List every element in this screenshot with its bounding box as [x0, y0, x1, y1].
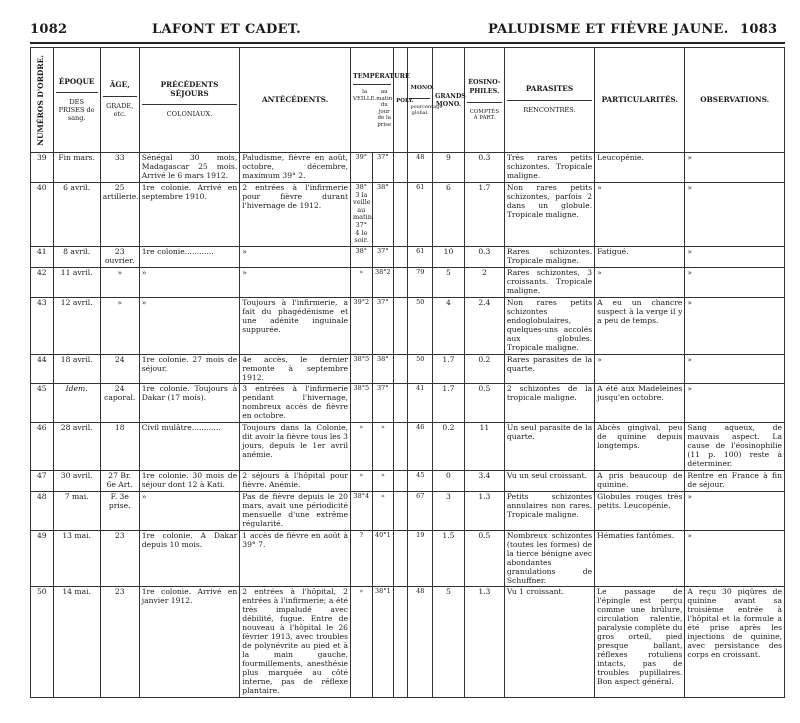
cell-t2: 38° [372, 354, 394, 384]
cell-mono: 19 [408, 530, 433, 587]
cell-obs: Sang aqueux, de mauvais aspect. La cause de l'éosinophilie (11 p. 100) reste à déterminer. [685, 423, 785, 471]
cell-num: 47 [31, 471, 54, 492]
table-row [31, 153, 785, 183]
table-row [31, 354, 785, 384]
table-row [31, 491, 785, 530]
cell-partic: Hématies fantômes. [595, 530, 685, 587]
cell-poly [394, 354, 408, 384]
cell-gm: 0.2 [433, 423, 465, 471]
cell-sejours: » [139, 297, 240, 354]
col-header-epoque: ÉPOQUE DES PRISES de sang. [53, 48, 100, 153]
table-row [31, 297, 785, 354]
cell-epoque: 18 avril. [53, 354, 100, 384]
col-header-antecedents: ANTÉCÉDENTS. [240, 48, 351, 153]
data-table [30, 47, 785, 698]
cell-t1: 38°5 [351, 384, 373, 423]
cell-t1: » [351, 423, 373, 471]
cell-eo: 1.3 [464, 587, 504, 697]
cell-eo: 3.4 [464, 471, 504, 492]
cell-obs: A reçu 30 piqûres de quinine avant sa troisième entrée à l'hôpital et la formule a été prise après les injections de quinine, avec persistance des corps en croissant. [685, 587, 785, 697]
cell-poly [394, 297, 408, 354]
cell-poly [394, 247, 408, 268]
cell-mono: 79 [408, 268, 433, 298]
cell-mono: 50 [408, 297, 433, 354]
running-title-left: LAFONT ET CADET. [152, 22, 301, 37]
cell-poly [394, 530, 408, 587]
cell-eo: 0.3 [464, 247, 504, 268]
cell-partic: A eu un chancre suspect à la verge il y a peu de temps. [595, 297, 685, 354]
cell-age: » [100, 297, 139, 354]
cell-obs: » [685, 153, 785, 183]
cell-gm: 1.7 [433, 384, 465, 423]
cell-partic: Leucopénie. [595, 153, 685, 183]
cell-antecedents: 4e accès, le dernier remonte à septembre 1912. [240, 354, 351, 384]
cell-t2: 37° [372, 247, 394, 268]
cell-partic: Globules rouges très petits. Leucopénie. [595, 491, 685, 530]
cell-parasites: 2 schizontes de la tropicale maligne. [504, 384, 594, 423]
cell-num: 41 [31, 247, 54, 268]
cell-t1: 39° [351, 153, 373, 183]
cell-epoque: 28 avril. [53, 423, 100, 471]
cell-age: 33 [100, 153, 139, 183]
cell-poly [394, 587, 408, 697]
cell-sejours: » [139, 268, 240, 298]
col-header-temperature: TEMPÉRATURE la VEILLE. au matin du jour de la prise [351, 48, 394, 153]
cell-eo: 1.3 [464, 491, 504, 530]
col-header-poly: POLY. [394, 48, 408, 153]
table-row [31, 530, 785, 587]
cell-age: 24 caporal. [100, 384, 139, 423]
cell-mono: 61 [408, 247, 433, 268]
cell-partic: A pris beaucoup de quinine. [595, 471, 685, 492]
cell-age: » [100, 268, 139, 298]
cell-t1: 38°5 [351, 354, 373, 384]
table-row [31, 384, 785, 423]
cell-antecedents: 1 accès de fièvre en août à 39° 7. [240, 530, 351, 587]
cell-eo: 2 [464, 268, 504, 298]
cell-eo: 0.5 [464, 530, 504, 587]
cell-poly [394, 268, 408, 298]
cell-mono: 61 [408, 182, 433, 246]
cell-t1: » [351, 268, 373, 298]
cell-antecedents: Toujours à l'infirmerie, a fait du phagédénisme et une adénite inguinale suppurée. [240, 297, 351, 354]
cell-obs: Rentre en France à fin de séjour. [685, 471, 785, 492]
cell-parasites: Vu un seul croissant. [504, 471, 594, 492]
cell-antecedents: 2 séjours à l'hôpital pour fièvre. Anémie. [240, 471, 351, 492]
cell-parasites: Très rares petits schizontes. Tropicale maligne. [504, 153, 594, 183]
cell-age: 27 Br. 6e Art. [100, 471, 139, 492]
cell-sejours: 1re colonie. 27 mois de séjour. [139, 354, 240, 384]
cell-eo: 0.5 [464, 384, 504, 423]
cell-epoque: 12 avril. [53, 297, 100, 354]
cell-num: 49 [31, 530, 54, 587]
cell-antecedents: Pas de fièvre depuis le 20 mars, avait une périodicité mensuelle d'une extrême régularité. [240, 491, 351, 530]
cell-parasites: Non rares petits schizontes endoglobulaires, quelques-uns accolés aux globules. Tropicale maligne. [504, 297, 594, 354]
page-number-right: 1083 [740, 22, 778, 37]
cell-mono: 50 [408, 354, 433, 384]
cell-t2: 38° [372, 182, 394, 246]
cell-num: 43 [31, 297, 54, 354]
table-body [31, 153, 785, 698]
cell-gm: 1.5 [433, 530, 465, 587]
cell-gm: 6 [433, 182, 465, 246]
temp-jour-label: au matin du jour de la prise [376, 89, 393, 128]
cell-age: 24 [100, 354, 139, 384]
cell-gm: 5 [433, 587, 465, 697]
cell-poly [394, 153, 408, 183]
cell-eo: 1.7 [464, 182, 504, 246]
cell-epoque: 8 avril. [53, 247, 100, 268]
cell-obs: » [685, 182, 785, 246]
cell-age: 23 [100, 530, 139, 587]
cell-sejours: 1re colonie. Toujours à Dakar (17 mois). [139, 384, 240, 423]
temp-veille-label: la VEILLE. [353, 89, 377, 102]
cell-mono: 48 [408, 587, 433, 697]
cell-age: 23 ouvrier. [100, 247, 139, 268]
col-header-age: ÂGE, GRADE, etc. [100, 48, 139, 153]
cell-partic: A été aux Madeleines jusqu'en octobre. [595, 384, 685, 423]
cell-t1: » [351, 587, 373, 697]
cell-parasites: Rares parasites de la quarte. [504, 354, 594, 384]
cell-t1: 38° 3 la veille au matin, 37° 4 le soir. [351, 182, 373, 246]
header-rule [30, 42, 785, 44]
page-number-left: 1082 [30, 22, 68, 37]
cell-partic: Le passage de l'épingle est perçu comme une brûlure, circulation ralentie, paralysie complète du gros orteil, pied presque ballant, réflexes rotuliens intacts, pas de troubles pupillaires. Bon aspect général. [595, 587, 685, 697]
cell-epoque: 11 avril. [53, 268, 100, 298]
cell-num: 42 [31, 268, 54, 298]
cell-parasites: Nombreux schizontes (toutes les formes) de la tierce bénigne avec abondantes granulations de Schuffner. [504, 530, 594, 587]
cell-antecedents: 2 entrées à l'infirmerie pour fièvre durant l'hivernage de 1912. [240, 182, 351, 246]
cell-eo: 11 [464, 423, 504, 471]
cell-parasites: Vu 1 croissant. [504, 587, 594, 697]
cell-age: 23 [100, 587, 139, 697]
cell-obs: » [685, 247, 785, 268]
cell-poly [394, 182, 408, 246]
cell-t2: » [372, 471, 394, 492]
cell-parasites: Petits schizontes annulaires non rares. Tropicale maligne. [504, 491, 594, 530]
cell-mono: 41 [408, 384, 433, 423]
cell-gm: 1.7 [433, 354, 465, 384]
cell-sejours: 1re colonie. Arrivé en septembre 1910. [139, 182, 240, 246]
cell-gm: 9 [433, 153, 465, 183]
cell-obs: » [685, 297, 785, 354]
col-header-particularites: PARTICULARITÉS. [595, 48, 685, 153]
cell-t2: » [372, 491, 394, 530]
cell-poly [394, 384, 408, 423]
cell-antecedents: 3 entrées à l'infirmerie pendant l'hivernage, nombreux accès de fièvre en octobre. [240, 384, 351, 423]
cell-epoque: 7 mai. [53, 491, 100, 530]
cell-partic: » [595, 182, 685, 246]
cell-mono: 46 [408, 423, 433, 471]
cell-mono: 48 [408, 153, 433, 183]
cell-antecedents: Toujours dans la Colonie, dit avoir la fièvre tous les 3 jours, depuis le 1er avril anémie. [240, 423, 351, 471]
cell-t1: 38°4 [351, 491, 373, 530]
cell-mono: 45 [408, 471, 433, 492]
cell-sejours: 1re colonie. Arrivé en janvier 1912. [139, 587, 240, 697]
table-row [31, 268, 785, 298]
cell-parasites: Un seul parasite de la quarte. [504, 423, 594, 471]
cell-num: 46 [31, 423, 54, 471]
cell-epoque: 6 avril. [53, 182, 100, 246]
col-header-eosinophiles: ÉOSINO- PHILES. COMPTÉS À PART. [464, 48, 504, 153]
cell-age: 25 artillerie. [100, 182, 139, 246]
cell-num: 39 [31, 153, 54, 183]
col-header-grands-mono: GRANDS MONO. [433, 48, 465, 153]
cell-antecedents: » [240, 268, 351, 298]
cell-partic: » [595, 354, 685, 384]
cell-antecedents: » [240, 247, 351, 268]
cell-antecedents: Paludisme, fièvre en août, octobre, décembre, maximum 39° 2. [240, 153, 351, 183]
cell-obs: » [685, 491, 785, 530]
cell-t2: 40°1 [372, 530, 394, 587]
cell-t2: 38°2 [372, 268, 394, 298]
cell-gm: 10 [433, 247, 465, 268]
table-row [31, 471, 785, 492]
cell-num: 50 [31, 587, 54, 697]
cell-gm: 4 [433, 297, 465, 354]
cell-obs: » [685, 530, 785, 587]
cell-t2: 37° [372, 384, 394, 423]
col-header-parasites: PARASITES RENCONTRÉS. [504, 48, 594, 153]
cell-partic: Abcès gingival, peu de quinine depuis longtemps. [595, 423, 685, 471]
cell-sejours: Civil mulâtre............ [139, 423, 240, 471]
cell-mono: 67 [408, 491, 433, 530]
cell-age: 18 [100, 423, 139, 471]
cell-t1: ? [351, 530, 373, 587]
cell-sejours: » [139, 491, 240, 530]
cell-gm: 5 [433, 268, 465, 298]
running-title-right: PALUDISME ET FIÈVRE JAUNE. [488, 22, 729, 37]
cell-eo: 2.4 [464, 297, 504, 354]
cell-eo: 0.2 [464, 354, 504, 384]
cell-t2: 38°1 [372, 587, 394, 697]
cell-t1: » [351, 471, 373, 492]
cell-t2: 37° [372, 297, 394, 354]
cell-poly [394, 491, 408, 530]
cell-obs: » [685, 384, 785, 423]
cell-parasites: Non rares petits schizontes, parfois 2 dans un globule. Tropicale maligne. [504, 182, 594, 246]
cell-epoque: 14 mai. [53, 587, 100, 697]
cell-sejours: 1re colonie. 30 mois de séjour dont 12 à Kati. [139, 471, 240, 492]
cell-num: 48 [31, 491, 54, 530]
col-header-mono: MONO. pourcentage global. [408, 48, 433, 153]
cell-obs: » [685, 268, 785, 298]
cell-num: 40 [31, 182, 54, 246]
cell-num: 45 [31, 384, 54, 423]
cell-epoque: Idem. [53, 384, 100, 423]
cell-sejours: 1re colonie. A Dakar depuis 10 mois. [139, 530, 240, 587]
cell-poly [394, 423, 408, 471]
cell-epoque: 30 avril. [53, 471, 100, 492]
table-header [31, 48, 785, 153]
cell-num: 44 [31, 354, 54, 384]
cell-gm: 0 [433, 471, 465, 492]
cell-t2: » [372, 423, 394, 471]
cell-gm: 3 [433, 491, 465, 530]
cell-t2: 37° [372, 153, 394, 183]
cell-epoque: Fin mars. [53, 153, 100, 183]
cell-partic: » [595, 268, 685, 298]
table-row [31, 587, 785, 697]
cell-poly [394, 471, 408, 492]
table-row [31, 423, 785, 471]
cell-antecedents: 2 entrées à l'hôpital, 2 entrées à l'infirmerie; a été très impaludé avec débilité, fugue. Entre de nouveau à l'hôpital le 26 février 1913, avec troubles de polynévrite au pied et à la main gauche, fourmillements, anesthésie plus marquée au côté interne, pas de réflexe plantaire. [240, 587, 351, 697]
table-row [31, 182, 785, 246]
table-row [31, 247, 785, 268]
cell-partic: Fatigué. [595, 247, 685, 268]
cell-sejours: 1re colonie............ [139, 247, 240, 268]
cell-obs: » [685, 354, 785, 384]
cell-age: F. 3e prise. [100, 491, 139, 530]
col-header-observations: OBSERVATIONS. [685, 48, 785, 153]
cell-t1: 39°2 [351, 297, 373, 354]
cell-eo: 0.3 [464, 153, 504, 183]
col-header-sejours: PRÉCÉDENTS SÉJOURS COLONIAUX. [139, 48, 240, 153]
cell-parasites: Rares schizontes. Tropicale maligne. [504, 247, 594, 268]
cell-sejours: Sénégal 30 mois, Madagascar 25 mois. Arrivé le 6 mars 1912. [139, 153, 240, 183]
col-header-numero: NUMÉROS D'ORDRE. [31, 48, 54, 153]
cell-t1: 38° [351, 247, 373, 268]
cell-parasites: Rares schizontes, 3 croissants. Tropicale maligne. [504, 268, 594, 298]
cell-epoque: 13 mai. [53, 530, 100, 587]
